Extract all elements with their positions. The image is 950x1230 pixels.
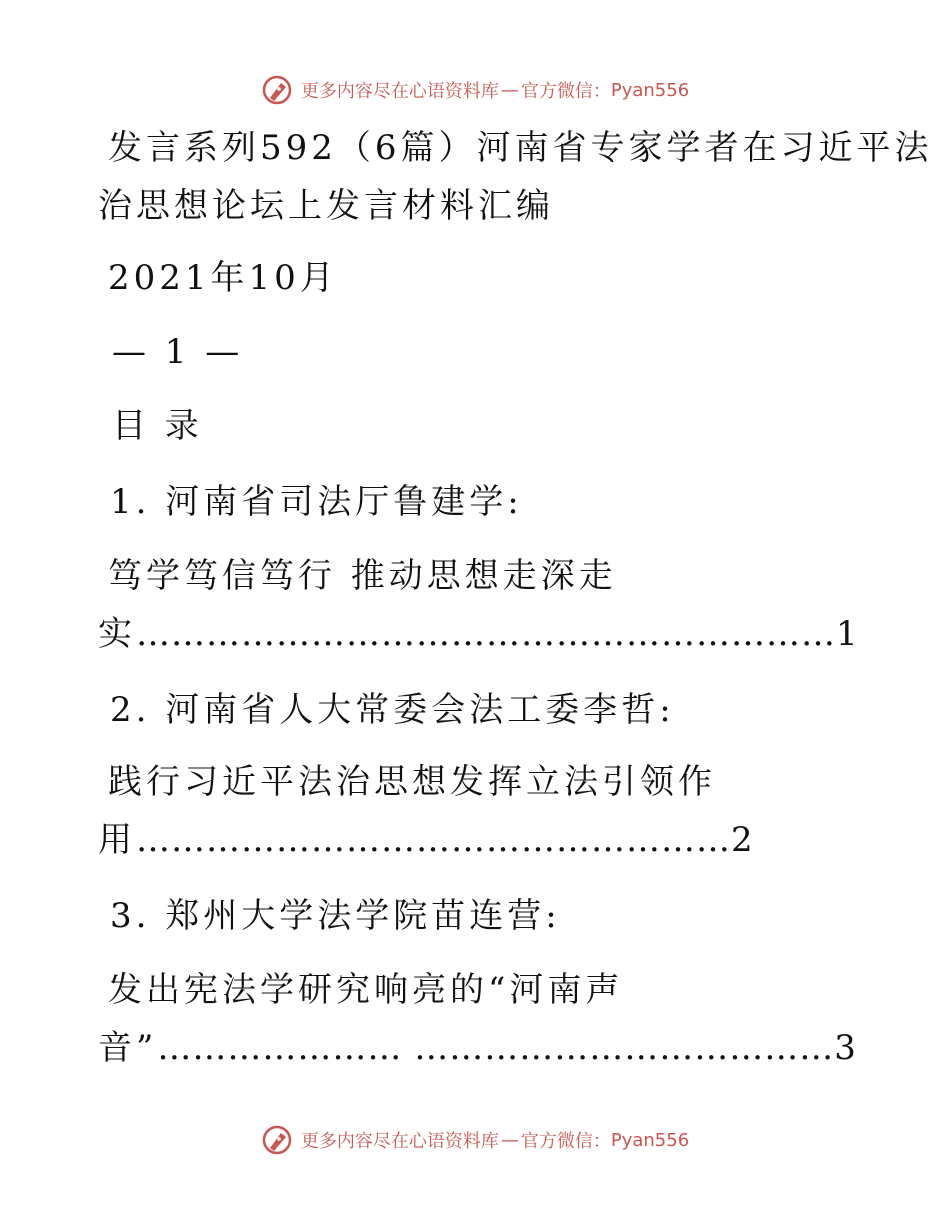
toc-entry-1-title-line-1: 笃学笃信笃行 推动思想走深走 [108, 556, 617, 596]
toc-entry-1-title-line-2 [98, 612, 862, 656]
watermark-wechat-label: 官方微信： [520, 1131, 611, 1152]
toc-entry-2-page: 2 [731, 820, 757, 860]
toc-entry-2-title-line-2 [98, 818, 757, 862]
document-title-line-1: 发言系列592（6篇）河南省专家学者在习近平法 [108, 128, 933, 168]
toc-entry-1-page: 1 [836, 614, 862, 654]
watermark-wechat-id: Pyan556 [610, 79, 690, 101]
watermark-text: 更多内容尽在心语资料库 [300, 1131, 499, 1152]
toc-entry-3-title-line-2 [98, 1026, 860, 1070]
toc-heading: 目 录 [112, 406, 203, 446]
watermark-text: 更多内容尽在心语资料库 [300, 81, 499, 102]
page-marker: — 1 — [112, 332, 244, 372]
toc-entry-2-speaker: 2. 河南省人大常委会法工委李哲: [110, 690, 675, 730]
watermark-separator: — [500, 79, 519, 101]
watermark-wechat-id: Pyan556 [610, 1129, 690, 1151]
toc-entry-3-title-line-1: 发出宪法学研究响亮的“河南声 [108, 970, 624, 1010]
toc-entry-3-speaker: 3. 郑州大学法学院苗连营: [110, 896, 561, 936]
toc-entry-1-speaker: 1. 河南省司法厅鲁建学: [110, 482, 523, 522]
toc-entry-1-title-end: 实 [98, 614, 136, 654]
pen-nib-logo-icon [261, 1124, 293, 1156]
toc-entry-3-title-end: 音” [98, 1028, 158, 1068]
watermark-banner-top [0, 70, 950, 110]
watermark-separator: — [500, 1129, 519, 1151]
toc-entry-2-title-line-1: 践行习近平法治思想发挥立法引领作 [108, 762, 716, 802]
document-date: 2021年10月 [108, 258, 338, 298]
watermark-banner-bottom [0, 1120, 950, 1160]
toc-entry-3-page: 3 [834, 1028, 860, 1068]
toc-entry-1-leader: …………………………………………………… [136, 614, 836, 654]
toc-entry-2-title-end: 用 [98, 820, 136, 860]
toc-entry-2-leader: …………………………………………… [136, 820, 731, 860]
toc-entry-3-leader: ………………… ……………………………… [157, 1028, 835, 1068]
pen-nib-logo-icon [261, 74, 293, 106]
document-title-line-2: 治思想论坛上发言材料汇编 [98, 186, 554, 226]
watermark-wechat-label: 官方微信： [520, 81, 611, 102]
